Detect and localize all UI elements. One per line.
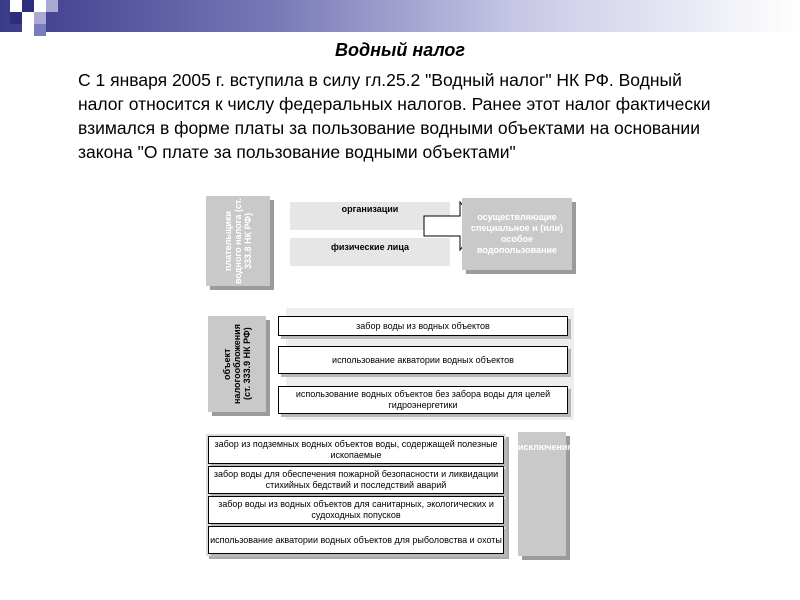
decor-square — [34, 12, 46, 24]
exception-item-text: использование акватории водных объектов для рыболовства и охоты — [210, 534, 502, 545]
object-item — [278, 346, 568, 374]
exception-item — [208, 496, 504, 524]
payers-box — [206, 196, 270, 286]
decor-square — [10, 12, 22, 24]
header-bar — [0, 0, 800, 32]
exception-item-text: забор воды для обеспечения пожарной безопасности и ликвидации стихийных бедствий и последствий аварий — [213, 469, 499, 490]
payers-label: плательщики водного налога (ст. 333.8 НК РФ) — [223, 198, 253, 284]
special-use-box — [462, 198, 572, 270]
decor-square — [34, 24, 46, 36]
object-item-text: забор воды из водных объектов — [356, 320, 490, 331]
object-label: объект налогообложения (ст. 333.9 НК РФ) — [222, 324, 252, 404]
decor-square — [22, 12, 34, 24]
decor-square — [10, 0, 22, 12]
object-box — [208, 316, 266, 412]
exception-item — [208, 526, 504, 554]
object-item-text: использование водных объектов без забора воды для целей гидроэнергетики — [295, 389, 551, 410]
decor-square — [22, 0, 34, 12]
individuals-label: физические лица — [331, 242, 409, 252]
exception-item — [208, 436, 504, 464]
decor-square — [22, 24, 34, 36]
organizations-label: организации — [341, 204, 399, 214]
decor-square — [34, 0, 46, 12]
exception-item-text: забор воды из водных объектов для санитарных, экологических и судоходных попусков — [218, 499, 494, 520]
intro-paragraph: С 1 января 2005 г. вступила в силу гл.25.2 "Водный налог" НК РФ. Водный налог относится к числу федеральных налогов. Ранее этот налог фактически взимался в форме платы за пользование водными объектами на основании закона "О плате за пользование водными объектами" — [78, 70, 711, 162]
decor-square — [46, 0, 58, 12]
special-use-label: осуществляющие специальное и (или) особое водопользование — [470, 212, 564, 255]
exceptions-label: исключения — [518, 442, 573, 452]
slide-title: Водный налог — [334, 40, 466, 60]
object-item — [278, 386, 568, 414]
exception-item — [208, 466, 504, 494]
exceptions-label-box — [518, 432, 573, 556]
object-item-text: использование акватории водных объектов — [332, 354, 514, 365]
exception-item-text: забор из подземных водных объектов воды, содержащей полезные ископаемые — [214, 439, 498, 460]
object-item — [278, 316, 568, 336]
